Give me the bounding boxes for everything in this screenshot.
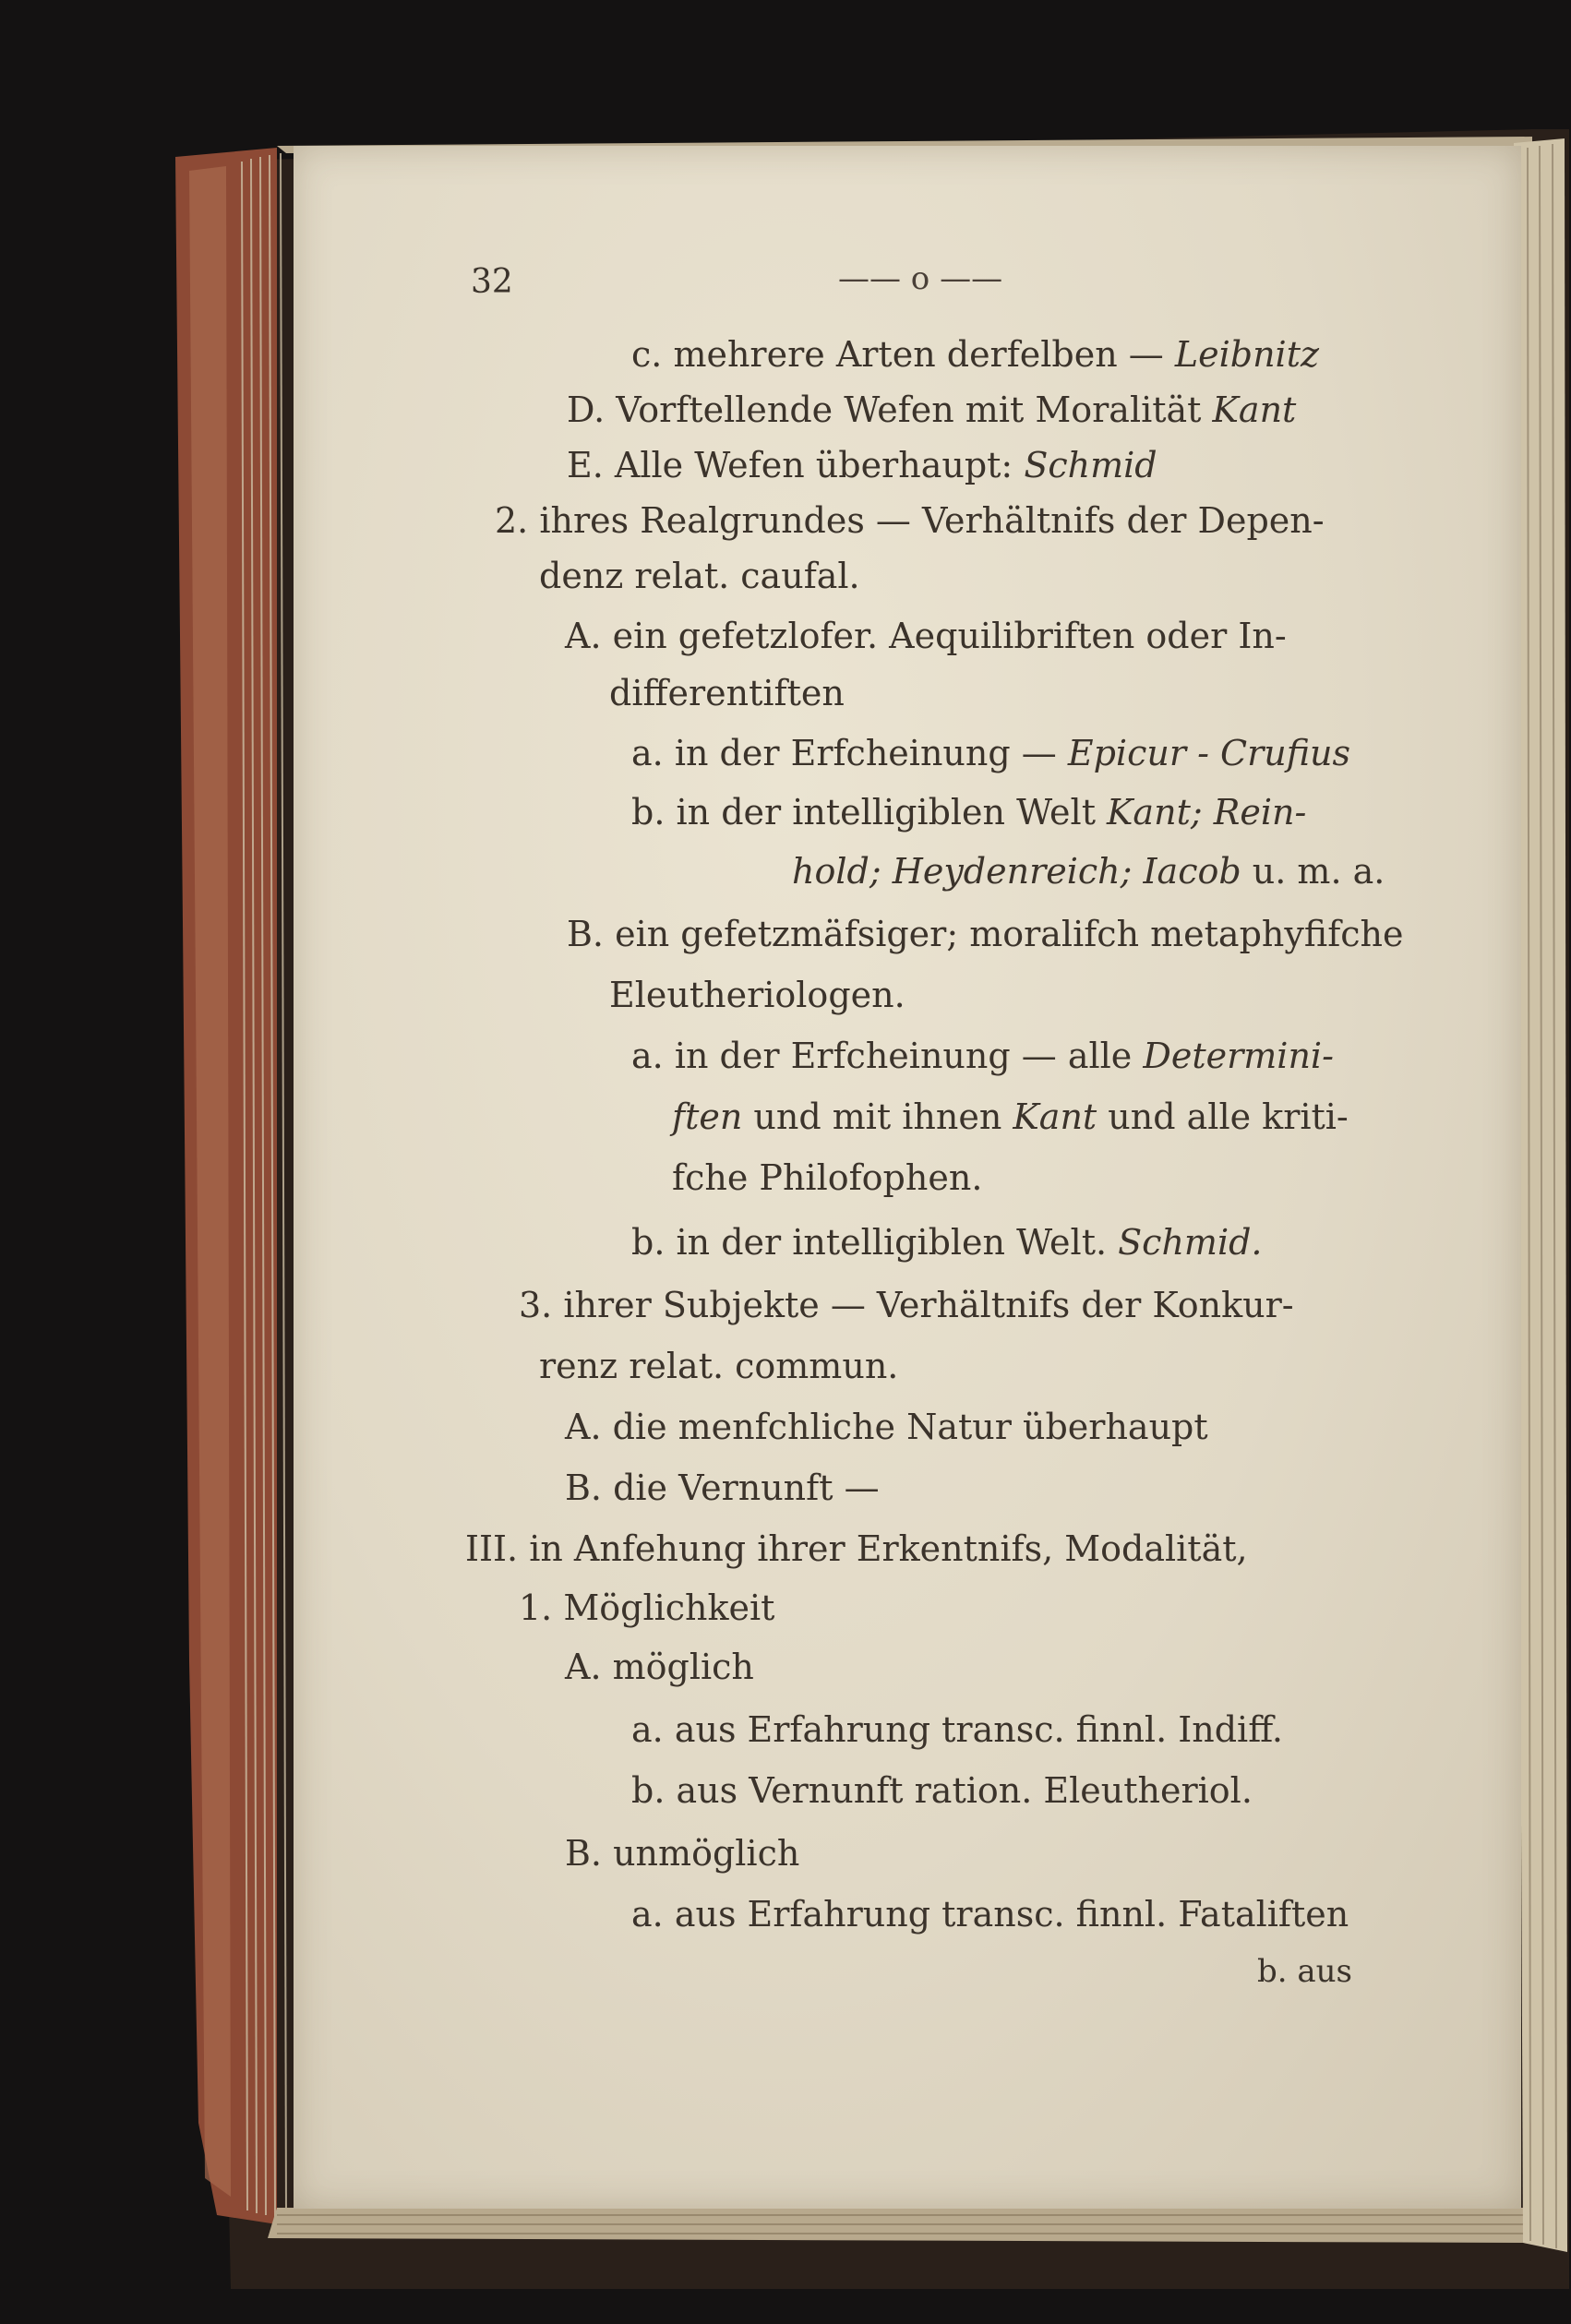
text-line: [631, 788, 1306, 836]
text-line: [672, 1093, 1349, 1141]
text-run: und alle kriti-: [1097, 1096, 1349, 1137]
text-run: Kant; Rein-: [1107, 792, 1307, 833]
text-line: [565, 1464, 880, 1512]
text-run: Schmid.: [1118, 1222, 1263, 1263]
text-line: [631, 1218, 1263, 1266]
text-run: a. aus Erfahrung transc. finnl. Indiff.: [631, 1709, 1283, 1750]
text-run: differentiften: [609, 673, 845, 713]
text-line: [495, 497, 1325, 545]
text-line: [567, 910, 1404, 958]
text-line: [672, 1154, 982, 1202]
text-run: B. ein gefetzmäfsiger; moralifch metaphyfifche: [567, 914, 1404, 954]
text-run: fche Philofophen.: [672, 1157, 983, 1198]
text-run: Determini-: [1143, 1036, 1334, 1076]
text-line: [565, 1643, 754, 1691]
header-ornament: —— o ——: [838, 260, 1003, 297]
text-line: [539, 1342, 898, 1390]
text-line: [567, 386, 1296, 434]
text-run: b. in der intelligiblen Welt: [631, 792, 1108, 833]
text-line: [567, 441, 1157, 489]
text-line: [565, 1403, 1208, 1451]
text-run: Schmid: [1024, 445, 1157, 485]
text-line: [631, 729, 1350, 777]
text-run: B. die Vernunft —: [565, 1467, 880, 1508]
text-line: [609, 971, 905, 1019]
text-line: [519, 1584, 774, 1632]
text-run: hold; Heydenreich; Iacob: [792, 851, 1241, 892]
text-run: Kant: [1212, 389, 1297, 430]
text-run: Eleutheriologen.: [609, 975, 905, 1015]
text-line: [631, 1706, 1283, 1754]
text-run: A. möglich: [565, 1647, 754, 1687]
text-line: [565, 1829, 799, 1877]
text-run: u. m. a.: [1241, 851, 1385, 892]
catchword: b. aus: [1257, 1953, 1352, 1990]
text-line: [631, 1767, 1253, 1815]
text-run: b. in der intelligiblen Welt.: [631, 1222, 1119, 1263]
text-run: c. mehrere Arten derfelben —: [631, 334, 1175, 375]
text-line: [609, 669, 845, 717]
text-run: 3. ihrer Subjekte — Verhältnifs der Konkur-: [519, 1285, 1294, 1325]
text-run: 2. ihres Realgrundes — Verhältnifs der Depen-: [495, 500, 1325, 541]
text-line: [631, 330, 1319, 378]
text-run: III. in Anfehung ihrer Erkentnifs, Modalität,: [465, 1528, 1248, 1569]
text-run: E. Alle Wefen überhaupt:: [567, 445, 1025, 485]
text-line: [565, 612, 1287, 660]
text-run: D. Vorftellende Wefen mit Moralität: [567, 389, 1213, 430]
text-run: a. aus Erfahrung transc. finnl. Fataliften: [631, 1894, 1349, 1935]
book-page: [294, 146, 1521, 2209]
text-run: b. aus Vernunft ration. Eleutheriol.: [631, 1770, 1253, 1811]
text-run: a. in der Erfcheinung —: [631, 733, 1068, 773]
text-run: denz relat. caufal.: [539, 556, 860, 596]
text-run: B. unmöglich: [565, 1833, 800, 1874]
text-run: A. ein gefetzlofer. Aequilibriften oder In-: [565, 616, 1287, 656]
text-run: a. in der Erfcheinung — alle: [631, 1036, 1144, 1076]
text-run: A. die menfchliche Natur überhaupt: [565, 1407, 1208, 1447]
text-run: und mit ihnen: [742, 1096, 1013, 1137]
text-run: renz relat. commun.: [539, 1346, 899, 1386]
text-run: 1. Möglichkeit: [519, 1587, 775, 1628]
text-line: [792, 847, 1385, 895]
text-line: [539, 552, 860, 600]
text-line: [519, 1281, 1294, 1329]
text-line: [465, 1525, 1248, 1573]
text-line: [631, 1032, 1334, 1080]
text-run: Leibnitz: [1174, 334, 1319, 375]
text-line: [631, 1890, 1349, 1938]
page-number: 32: [471, 263, 513, 301]
text-run: Epicur - Crufius: [1067, 733, 1351, 773]
text-run: Kant: [1013, 1096, 1097, 1137]
text-run: ften: [672, 1096, 743, 1137]
